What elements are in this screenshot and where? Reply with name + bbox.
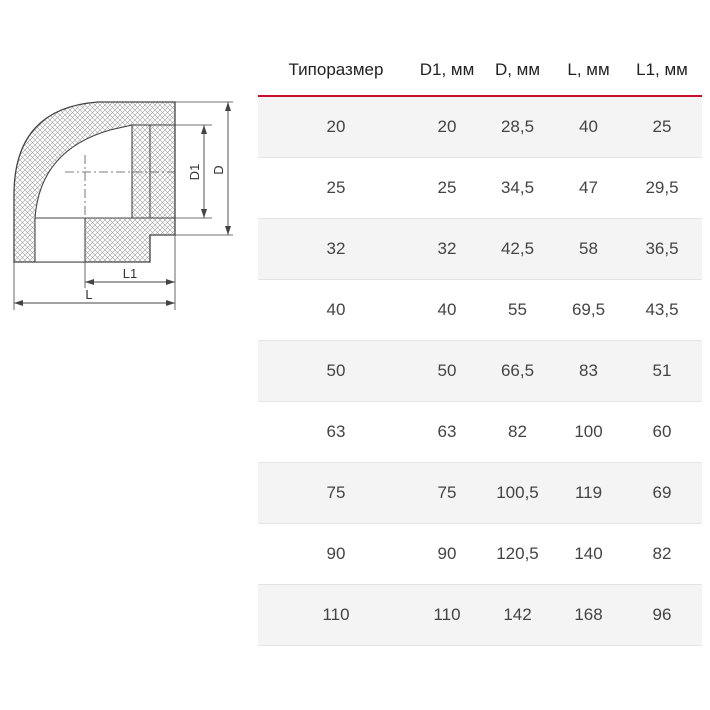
- table-cell: 75: [258, 463, 414, 524]
- table-cell: 120,5: [480, 524, 555, 585]
- table-cell: 43,5: [622, 280, 702, 341]
- column-header-d1: D1, мм: [414, 45, 480, 96]
- table-cell: 32: [414, 219, 480, 280]
- table-cell: 60: [622, 402, 702, 463]
- table-cell: 82: [622, 524, 702, 585]
- table-cell: 29,5: [622, 158, 702, 219]
- table-cell: 90: [414, 524, 480, 585]
- table-cell: 90: [258, 524, 414, 585]
- table-cell: 100,5: [480, 463, 555, 524]
- column-header-l: L, мм: [555, 45, 622, 96]
- table-cell: 96: [622, 585, 702, 646]
- table-cell: 34,5: [480, 158, 555, 219]
- table-header-row: [258, 45, 702, 96]
- table-cell: 20: [258, 96, 414, 158]
- table-cell: 110: [258, 585, 414, 646]
- table-row: [258, 524, 702, 585]
- table-row: [258, 219, 702, 280]
- table-body: [258, 96, 702, 646]
- table-cell: 82: [480, 402, 555, 463]
- table-cell: 119: [555, 463, 622, 524]
- table-cell: 63: [258, 402, 414, 463]
- table-row: [258, 585, 702, 646]
- table-cell: 40: [555, 96, 622, 158]
- table-row: [258, 341, 702, 402]
- table-row: [258, 280, 702, 341]
- table-cell: 83: [555, 341, 622, 402]
- dim-l-label: L: [85, 287, 93, 302]
- table-cell: 100: [555, 402, 622, 463]
- table-cell: 110: [414, 585, 480, 646]
- table-cell: 36,5: [622, 219, 702, 280]
- column-header-size: Типоразмер: [258, 45, 414, 96]
- dimensions-table: [258, 45, 702, 646]
- table-cell: 47: [555, 158, 622, 219]
- table-cell: 25: [622, 96, 702, 158]
- table-row: [258, 158, 702, 219]
- table-cell: 20: [414, 96, 480, 158]
- column-header-l1: L1, мм: [622, 45, 702, 96]
- table-cell: 40: [258, 280, 414, 341]
- table-cell: 25: [414, 158, 480, 219]
- table-row: [258, 402, 702, 463]
- dim-d-label: D: [211, 165, 226, 175]
- table-cell: 63: [414, 402, 480, 463]
- table-cell: 168: [555, 585, 622, 646]
- column-header-d: D, мм: [480, 45, 555, 96]
- table-cell: 69: [622, 463, 702, 524]
- table-cell: 69,5: [555, 280, 622, 341]
- table-cell: 50: [414, 341, 480, 402]
- table-cell: 50: [258, 341, 414, 402]
- table-cell: 142: [480, 585, 555, 646]
- table-cell: 28,5: [480, 96, 555, 158]
- dimensions-table-container: [258, 45, 702, 646]
- table-cell: 66,5: [480, 341, 555, 402]
- dim-l1-label: L1: [122, 266, 138, 281]
- table-cell: 32: [258, 219, 414, 280]
- elbow-section-svg: [0, 90, 240, 320]
- table-row: [258, 96, 702, 158]
- table-cell: 140: [555, 524, 622, 585]
- table-cell: 51: [622, 341, 702, 402]
- table-cell: 40: [414, 280, 480, 341]
- table-cell: 42,5: [480, 219, 555, 280]
- table-cell: 55: [480, 280, 555, 341]
- elbow-fitting-drawing: [0, 90, 240, 320]
- dim-d1-label: D1: [187, 163, 202, 181]
- table-row: [258, 463, 702, 524]
- table-cell: 58: [555, 219, 622, 280]
- table-cell: 25: [258, 158, 414, 219]
- table-cell: 75: [414, 463, 480, 524]
